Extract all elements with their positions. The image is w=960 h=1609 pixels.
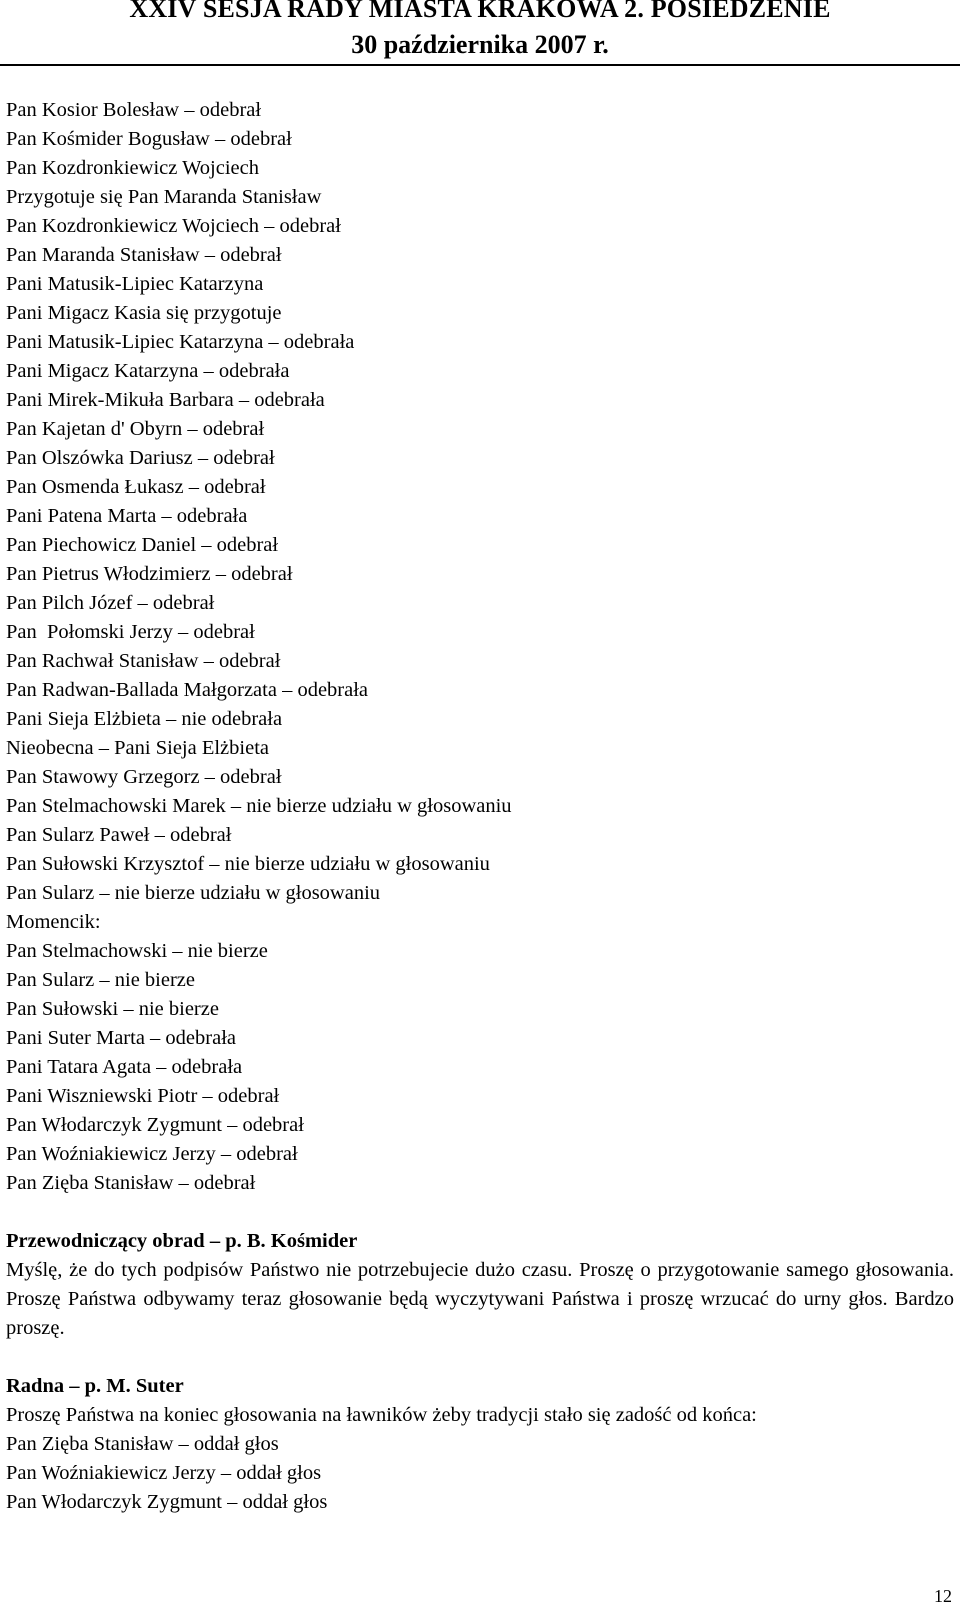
list-item: Pan Radwan-Ballada Małgorzata – odebrała (6, 679, 369, 701)
speech-line: Pan Woźniakiewicz Jerzy – oddał głos (6, 1462, 322, 1484)
list-item: Pan Połomski Jerzy – odebrał (6, 621, 255, 643)
speech-line: Proszę Państwa na koniec głosowania na ławników żeby tradycji stało się zadość od końca: (6, 1404, 757, 1426)
list-item: Pan Piechowicz Daniel – odebrał (6, 534, 279, 556)
list-item: Pan Sułowski – nie bierze (6, 998, 219, 1020)
list-item: Pan Kozdronkiewicz Wojciech (6, 157, 259, 179)
speech-chairman (6, 1227, 954, 1343)
list-item: Pani Matusik-Lipiec Katarzyna – odebrała (6, 331, 355, 353)
list-item: Pan Sularz – nie bierze (6, 969, 195, 991)
list-item: Pani Suter Marta – odebrała (6, 1027, 236, 1049)
speech-line: Pan Włodarczyk Zygmunt – oddał głos (6, 1491, 328, 1513)
list-item: Pani Migacz Kasia się przygotuje (6, 302, 282, 324)
list-item: Pan Stelmachowski Marek – nie bierze udziału w głosowaniu (6, 795, 512, 817)
list-item: Przygotuje się Pan Maranda Stanisław (6, 186, 322, 208)
list-item: Pani Migacz Katarzyna – odebrała (6, 360, 290, 382)
list-item: Pan Kozdronkiewicz Wojciech – odebrał (6, 215, 341, 237)
list-item: Pan Maranda Stanisław – odebrał (6, 244, 282, 266)
speech-paragraph: Myślę, że do tych podpisów Państwo nie potrzebujecie dużo czasu. Proszę o przygotowanie samego głosowania. Proszę Państwa odbywamy teraz głosowanie będą wyczytywani Państwa i proszę wrzucać do urny głos. Bardzo proszę. (6, 1259, 954, 1339)
list-item: Nieobecna – Pani Sieja Elżbieta (6, 737, 269, 759)
document-body (6, 96, 954, 1517)
speech-line: Pan Zięba Stanisław – oddał głos (6, 1433, 279, 1455)
list-item: Pan Osmenda Łukasz – odebrał (6, 476, 266, 498)
header-divider (0, 64, 960, 66)
page-header (0, 0, 960, 62)
list-item: Pan Rachwał Stanisław – odebrał (6, 650, 281, 672)
list-item: Pan Sularz – nie bierze udziału w głosowaniu (6, 882, 381, 904)
page-number: 12 (934, 1586, 952, 1606)
header-date: 30 października 2007 r. (351, 30, 609, 59)
list-item: Pani Matusik-Lipiec Katarzyna (6, 273, 264, 295)
spacer (6, 1343, 954, 1372)
list-item: Pan Pietrus Włodzimierz – odebrał (6, 563, 293, 585)
list-item: Pan Sularz Paweł – odebrał (6, 824, 232, 846)
list-item: Pan Pilch Józef – odebrał (6, 592, 215, 614)
list-item: Pan Zięba Stanisław – odebrał (6, 1172, 256, 1194)
list-item: Pani Wiszniewski Piotr – odebrał (6, 1085, 280, 1107)
speaker-heading: Radna – p. M. Suter (6, 1375, 184, 1397)
spacer (6, 1198, 954, 1227)
list-item: Pan Stawowy Grzegorz – odebrał (6, 766, 282, 788)
list-item: Pan Kajetan d' Obyrn – odebrał (6, 418, 265, 440)
list-item: Pan Włodarczyk Zygmunt – odebrał (6, 1114, 304, 1136)
list-item: Pani Tatara Agata – odebrała (6, 1056, 243, 1078)
speaker-heading: Przewodniczący obrad – p. B. Kośmider (6, 1230, 358, 1252)
list-item: Pan Woźniakiewicz Jerzy – odebrał (6, 1143, 298, 1165)
list-item: Pan Sułowski Krzysztof – nie bierze udziału w głosowaniu (6, 853, 490, 875)
list-item: Pani Patena Marta – odebrała (6, 505, 248, 527)
list-item: Pani Sieja Elżbieta – nie odebrała (6, 708, 283, 730)
list-item: Pani Mirek-Mikuła Barbara – odebrała (6, 389, 325, 411)
list-item: Momencik: (6, 911, 101, 933)
vote-list (6, 96, 954, 1198)
list-item: Pan Kośmider Bogusław – odebrał (6, 128, 292, 150)
speech-councillor (6, 1372, 954, 1517)
header-title: XXIV SESJA RADY MIASTA KRAKOWA 2. POSIEDZENIE (129, 0, 831, 23)
list-item: Pan Olszówka Dariusz – odebrał (6, 447, 275, 469)
list-item: Pan Kosior Bolesław – odebrał (6, 99, 262, 121)
list-item: Pan Stelmachowski – nie bierze (6, 940, 268, 962)
